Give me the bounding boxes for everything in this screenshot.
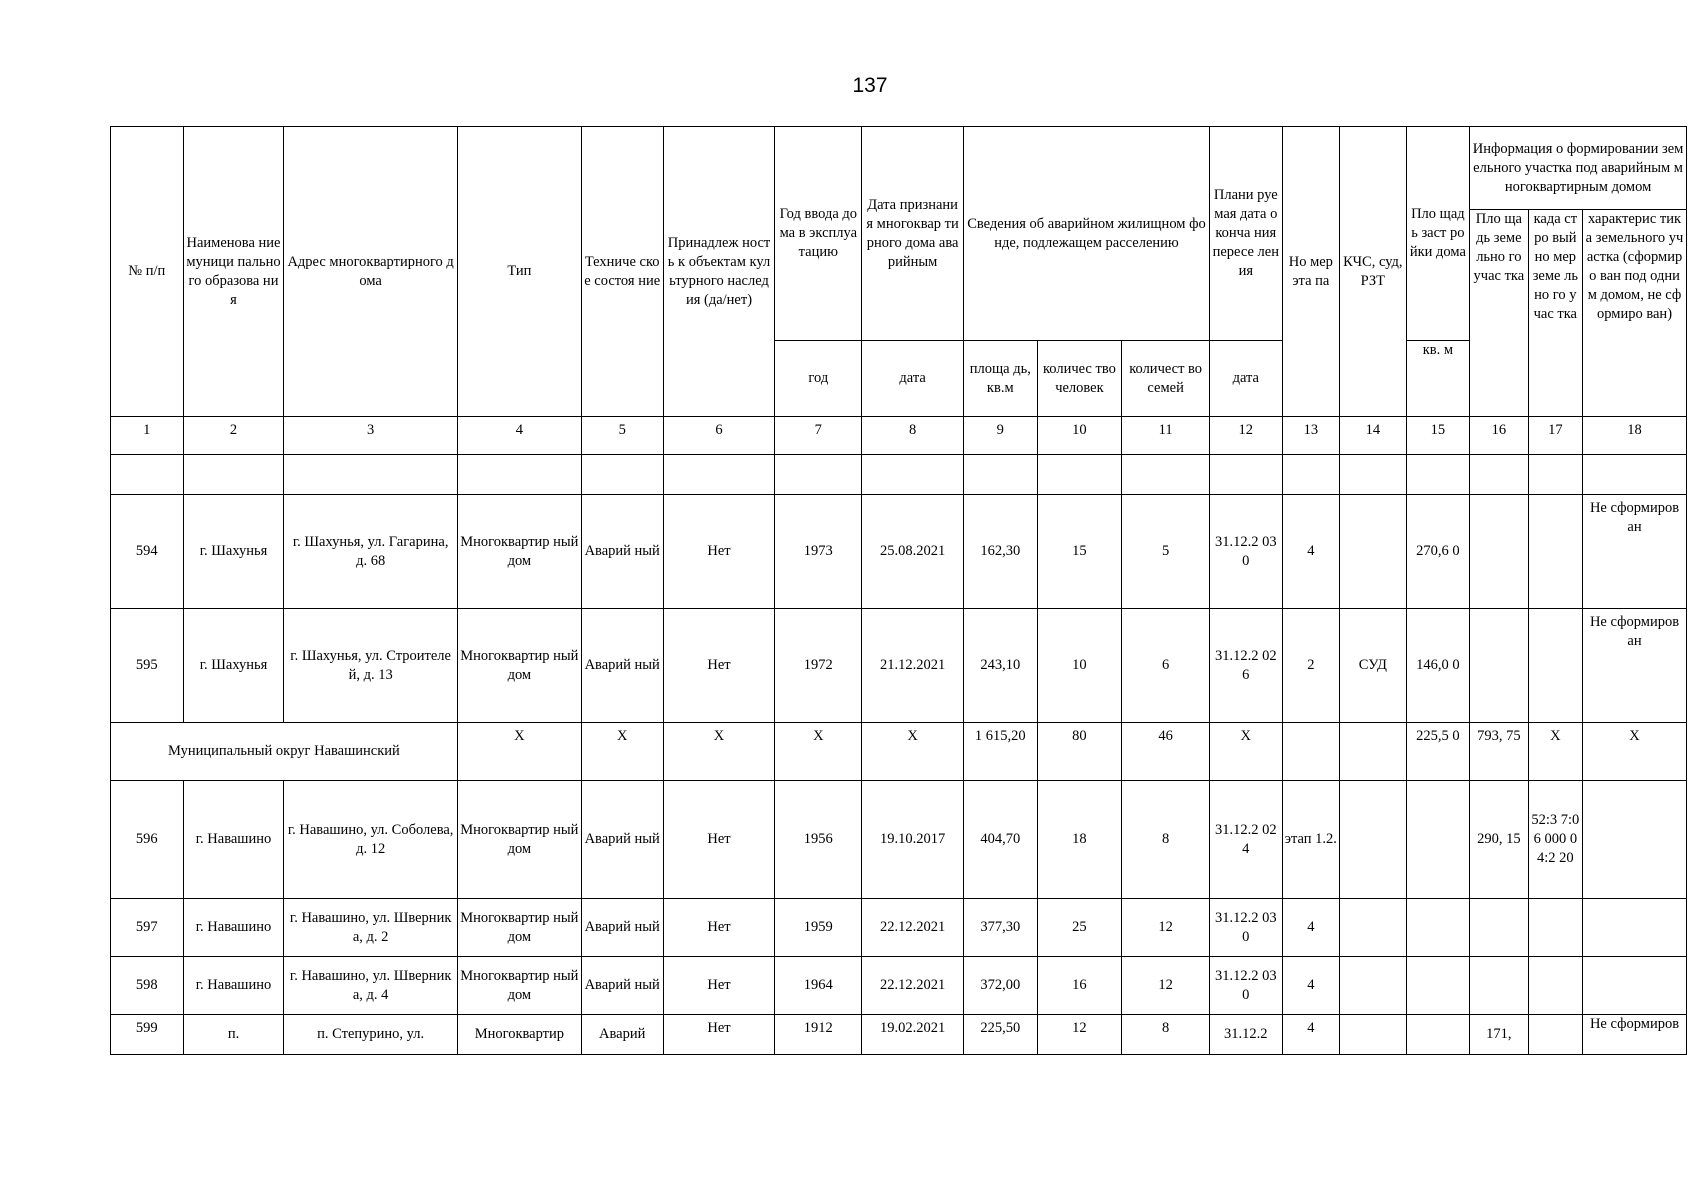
column-number: 12 [1210,417,1283,455]
families: 5 [1122,495,1210,609]
col-emergency-fund-header: Сведения об аварийном жилищном фонде, подлежащем расселению [963,127,1209,341]
year: 1912 [775,1015,862,1055]
table-row [111,609,1687,723]
land-status: Не сформиров ан [1583,495,1687,609]
summary-building-area: 225,5 0 [1406,723,1470,781]
stage: 4 [1282,957,1339,1015]
page-number: 137 [852,74,888,97]
building-type: Многоквартир ный дом [457,899,581,957]
area: 225,50 [963,1015,1037,1055]
resettlement-date: 31.12.2 024 [1210,781,1283,899]
summary-cell [1340,723,1407,781]
recognition-date: 22.12.2021 [862,957,964,1015]
land-area [1470,957,1528,1015]
col-land-status-header: характерис тика земельного участка (сформиро ван под одним домом, не сформиро ван) [1583,210,1687,417]
column-numbers-row [111,417,1687,455]
address: п. Степурино, ул. [284,1015,457,1055]
resettlement-date: 31.12.2 030 [1210,899,1283,957]
building-type: Многоквартир ный дом [457,957,581,1015]
summary-cell: X [775,723,862,781]
stage: этап 1.2. [1282,781,1339,899]
col-land-area-header: Пло щадь земе льно го учас тка [1470,210,1528,417]
people: 16 [1037,957,1122,1015]
land-area: 171, [1470,1015,1528,1055]
land-area: 290, 15 [1470,781,1528,899]
column-number: 4 [457,417,581,455]
building-area: 146,0 0 [1406,609,1470,723]
cadastral-number [1528,495,1582,609]
building-area [1406,781,1470,899]
recognition-date: 19.10.2017 [862,781,964,899]
summary-cell: X [862,723,964,781]
area: 377,30 [963,899,1037,957]
families: 6 [1122,609,1210,723]
people: 12 [1037,1015,1122,1055]
col-heritage-header: Принадлеж ность к объектам культурного наследия (да/нет) [663,127,775,417]
cadastral-number [1528,609,1582,723]
land-area [1470,609,1528,723]
col-address-header: Адрес многоквартирного дома [284,127,457,417]
area: 243,10 [963,609,1037,723]
sub-people-header: количес тво человек [1037,341,1122,417]
building-area [1406,957,1470,1015]
resettlement-date: 31.12.2 030 [1210,495,1283,609]
court [1340,899,1407,957]
people: 10 [1037,609,1122,723]
land-area [1470,899,1528,957]
land-area [1470,495,1528,609]
people: 25 [1037,899,1122,957]
sub-year-header: год [775,341,862,417]
area: 372,00 [963,957,1037,1015]
table-row [111,957,1687,1015]
col-condition-header: Техниче ское состоя ние [581,127,663,417]
families: 8 [1122,1015,1210,1055]
column-number: 9 [963,417,1037,455]
col-resettlement-date-header: Плани руемая дата оконча ния пересе ления [1210,127,1283,341]
col-number-header: № п/п [111,127,184,417]
column-number: 11 [1122,417,1210,455]
families: 12 [1122,957,1210,1015]
column-number: 1 [111,417,184,455]
summary-people: 80 [1037,723,1122,781]
column-number: 13 [1282,417,1339,455]
column-number: 6 [663,417,775,455]
land-status: Не сформиров [1583,1015,1687,1055]
col-court-header: КЧС, суд, РЗТ [1340,127,1407,417]
land-status [1583,899,1687,957]
column-number: 10 [1037,417,1122,455]
summary-cell: X [1583,723,1687,781]
table-row [111,781,1687,899]
people: 18 [1037,781,1122,899]
municipality: г. Шахунья [183,609,284,723]
court [1340,1015,1407,1055]
row-number: 598 [111,957,184,1015]
heritage: Нет [663,1015,775,1055]
column-number: 2 [183,417,284,455]
court [1340,495,1407,609]
condition: Аварий ный [581,781,663,899]
column-number: 3 [284,417,457,455]
col-building-area-header: Пло щадь заст ройки дома [1406,127,1470,341]
resettlement-date: 31.12.2 030 [1210,957,1283,1015]
col-land-info-header: Информация о формировании земельного участка под аварийным многоквартирным домом [1470,127,1687,210]
land-status [1583,957,1687,1015]
col-cadastral-header: када стро вый но мер земе льно го учас тка [1528,210,1582,417]
column-number: 7 [775,417,862,455]
address: г. Навашино, ул. Шверника, д. 4 [284,957,457,1015]
stage: 2 [1282,609,1339,723]
year: 1973 [775,495,862,609]
condition: Аварий [581,1015,663,1055]
heritage: Нет [663,899,775,957]
sub-families-header: количест во семей [1122,341,1210,417]
address: г. Навашино, ул. Соболева, д. 12 [284,781,457,899]
municipality: г. Навашино [183,781,284,899]
summary-cell [1282,723,1339,781]
area: 162,30 [963,495,1037,609]
building-area [1406,899,1470,957]
building-type: Многоквартир ный дом [457,609,581,723]
families: 8 [1122,781,1210,899]
recognition-date: 22.12.2021 [862,899,964,957]
summary-cell: X [1210,723,1283,781]
address: г. Шахунья, ул. Строителей, д. 13 [284,609,457,723]
condition: Аварий ный [581,899,663,957]
summary-cell: X [663,723,775,781]
recognition-date: 21.12.2021 [862,609,964,723]
resettlement-date: 31.12.2 [1210,1015,1283,1055]
address: г. Навашино, ул. Шверника, д. 2 [284,899,457,957]
building-area: 270,6 0 [1406,495,1470,609]
column-number: 17 [1528,417,1582,455]
condition: Аварий ный [581,957,663,1015]
building-type: Многоквартир ный дом [457,495,581,609]
header-row-top [111,127,1687,210]
cadastral-number [1528,1015,1582,1055]
row-number: 597 [111,899,184,957]
column-number: 16 [1470,417,1528,455]
building-area [1406,1015,1470,1055]
cadastral-number: 52:3 7:06 000 04:2 20 [1528,781,1582,899]
col-type-header: Тип [457,127,581,417]
table-row [111,899,1687,957]
heritage: Нет [663,495,775,609]
municipality: п. [183,1015,284,1055]
court: СУД [1340,609,1407,723]
row-number: 594 [111,495,184,609]
summary-families: 46 [1122,723,1210,781]
building-type: Многоквартир [457,1015,581,1055]
empty-row [111,455,1687,495]
area: 404,70 [963,781,1037,899]
resettlement-date: 31.12.2 026 [1210,609,1283,723]
land-status: Не сформиров ан [1583,609,1687,723]
stage: 4 [1282,899,1339,957]
year: 1972 [775,609,862,723]
cadastral-number [1528,957,1582,1015]
col-recognition-date-header: Дата признания многоквар тирного дома аварийным [862,127,964,341]
row-number: 595 [111,609,184,723]
year: 1959 [775,899,862,957]
sub-date-header: дата [862,341,964,417]
municipality: г. Навашино [183,957,284,1015]
summary-row [111,723,1687,781]
summary-area: 1 615,20 [963,723,1037,781]
building-type: Многоквартир ный дом [457,781,581,899]
recognition-date: 25.08.2021 [862,495,964,609]
recognition-date: 19.02.2021 [862,1015,964,1055]
people: 15 [1037,495,1122,609]
year: 1964 [775,957,862,1015]
column-number: 14 [1340,417,1407,455]
col-year-header: Год ввода дома в эксплуа тацию [775,127,862,341]
summary-label: Муниципальный округ Навашинский [111,723,458,781]
col-stage-header: Но мер эта па [1282,127,1339,417]
col-municipality-header: Наименова ние муници пального образова ния [183,127,284,417]
sub-area-header: площа дь, кв.м [963,341,1037,417]
summary-land-area: 793, 75 [1470,723,1528,781]
summary-cell: X [1528,723,1582,781]
heritage: Нет [663,957,775,1015]
sub-building-area-unit: кв. м [1406,341,1470,417]
heritage: Нет [663,609,775,723]
column-number: 15 [1406,417,1470,455]
row-number: 596 [111,781,184,899]
year: 1956 [775,781,862,899]
stage: 4 [1282,495,1339,609]
court [1340,957,1407,1015]
summary-cell: X [581,723,663,781]
address: г. Шахунья, ул. Гагарина, д. 68 [284,495,457,609]
land-status [1583,781,1687,899]
municipality: г. Навашино [183,899,284,957]
sub-resettlement-date-header: дата [1210,341,1283,417]
cadastral-number [1528,899,1582,957]
table-row [111,1015,1687,1055]
row-number: 599 [111,1015,184,1055]
families: 12 [1122,899,1210,957]
column-number: 18 [1583,417,1687,455]
summary-cell: X [457,723,581,781]
condition: Аварий ный [581,495,663,609]
heritage: Нет [663,781,775,899]
emergency-housing-table [110,126,1687,1055]
column-number: 8 [862,417,964,455]
stage: 4 [1282,1015,1339,1055]
column-number: 5 [581,417,663,455]
court [1340,781,1407,899]
municipality: г. Шахунья [183,495,284,609]
table-row [111,495,1687,609]
condition: Аварий ный [581,609,663,723]
